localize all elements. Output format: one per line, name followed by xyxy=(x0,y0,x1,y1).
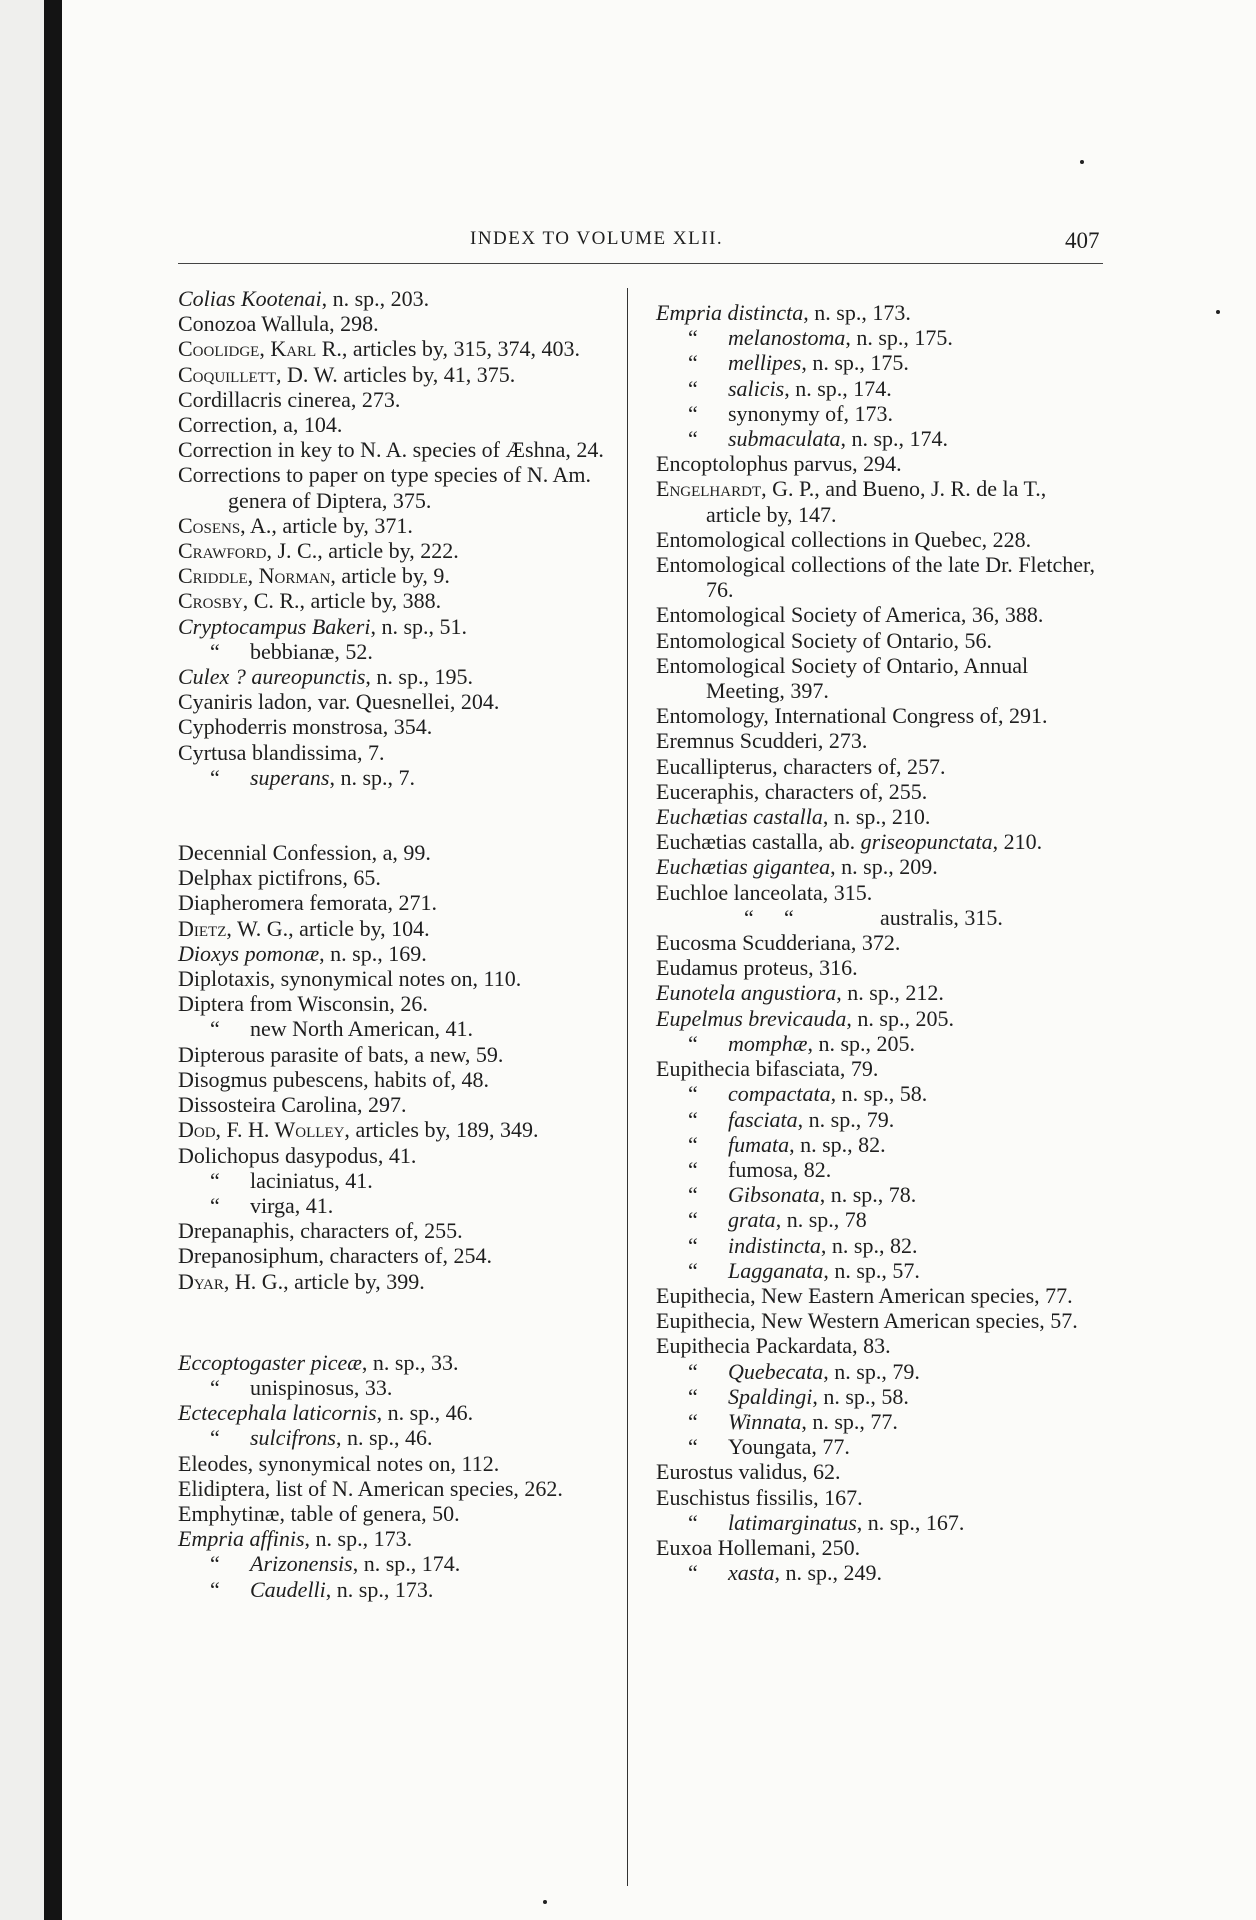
index-entry xyxy=(178,1042,626,1067)
entry-text: , n. sp., 33. xyxy=(361,1349,459,1375)
entry-text: , n. sp., 82. xyxy=(789,1131,886,1157)
index-entry xyxy=(656,728,1104,753)
index-entry xyxy=(178,1476,626,1501)
entry-text: Cyphoderris monstrosa, 354. xyxy=(178,714,433,740)
entry-text: , n. sp., 78. xyxy=(819,1182,917,1208)
entry-text: , n. sp., 174. xyxy=(352,1551,461,1577)
entry-text: Eucosma Scudderiana, 372. xyxy=(656,930,901,956)
index-subentry xyxy=(656,1207,1104,1232)
entry-text: , 210. xyxy=(992,829,1043,855)
taxon-name: momphæ xyxy=(728,1030,808,1056)
entry-text: Drepanosiphum, characters of, 254. xyxy=(178,1243,493,1269)
entry-text: , n. sp., 167. xyxy=(856,1509,965,1535)
entry-text: Entomological collections in Quebec, 228. xyxy=(656,526,1032,552)
entry-text: Dipterous parasite of bats, a new, 59. xyxy=(178,1041,504,1067)
entry-text: articles by, 189, 349. xyxy=(349,1117,539,1143)
entry-text: G. P., and Bueno, J. R. de la T., article by, 147. xyxy=(706,476,1047,527)
ditto-mark: “ xyxy=(688,1560,698,1586)
index-entry xyxy=(178,513,626,538)
entry-text: Cordillacris cinerea, 273. xyxy=(178,386,401,412)
entry-text: , n. sp., 175. xyxy=(801,350,909,376)
letter-section-gap xyxy=(178,790,626,840)
taxon-name: Euchætias castalla xyxy=(656,804,823,830)
entry-text: , n. sp., 79. xyxy=(797,1106,895,1132)
index-entry xyxy=(178,563,626,588)
entry-text: bebbianæ, 52. xyxy=(250,638,373,664)
taxon-name: Eccoptogaster piceæ xyxy=(178,1349,362,1375)
entry-text: , n. sp., 78 xyxy=(775,1207,867,1233)
ditto-mark: “ xyxy=(688,1131,698,1157)
entry-text: Correction, a, 104. xyxy=(178,412,343,438)
index-entry xyxy=(178,966,626,991)
ditto-mark: “ xyxy=(210,1425,220,1451)
index-entry xyxy=(656,703,1104,728)
author-name: Coolidge, Karl xyxy=(178,336,317,362)
index-entry xyxy=(178,991,626,1016)
taxon-name: Culex ? aureopunctis xyxy=(178,664,366,690)
index-subentry xyxy=(178,1193,626,1218)
taxon-name: melanostoma xyxy=(728,325,846,351)
entry-text: , n. sp., 46. xyxy=(335,1425,433,1451)
index-entry xyxy=(178,1451,626,1476)
ditto-mark: “ xyxy=(688,1358,698,1384)
index-subentry xyxy=(656,426,1104,451)
index-entry xyxy=(178,1400,626,1425)
taxon-name: submaculata xyxy=(728,426,841,452)
taxon-name: mellipes xyxy=(728,350,802,376)
index-entry xyxy=(178,1269,626,1294)
book-gutter xyxy=(0,0,44,1920)
taxon-name: Ectecephala laticornis xyxy=(178,1400,377,1426)
taxon-name: Cryptocampus Bakeri xyxy=(178,613,371,639)
entry-text: Correction in key to N. A. species of Æshna, 24. xyxy=(178,437,604,463)
ditto-mark: “ xyxy=(688,325,698,351)
taxon-name: Eupelmus brevicauda xyxy=(656,1005,847,1031)
index-subentry xyxy=(656,1233,1104,1258)
index-subentry xyxy=(656,376,1104,401)
ditto-mark: “ xyxy=(688,1509,698,1535)
ditto-mark: “ xyxy=(210,1016,220,1042)
entry-text: Diplotaxis, synonymical notes on, 110. xyxy=(178,966,522,992)
index-entry xyxy=(178,311,626,336)
ditto-mark: “ xyxy=(210,1192,220,1218)
entry-text: virga, 41. xyxy=(250,1192,334,1218)
ditto-mark: “ xyxy=(688,1408,698,1434)
ditto-mark: “ xyxy=(210,764,220,790)
ditto-mark: “ xyxy=(688,1156,698,1182)
index-subentry xyxy=(178,1425,626,1450)
entry-text: A., article by, 371. xyxy=(245,512,413,538)
author-name: Dyar, xyxy=(178,1268,230,1294)
entry-text: Eremnus Scudderi, 273. xyxy=(656,728,868,754)
index-subentry xyxy=(656,1107,1104,1132)
entry-text: , n. sp., 249. xyxy=(774,1560,883,1586)
entry-text: Eudamus proteus, 316. xyxy=(656,955,858,981)
entry-text: Eucallipterus, characters of, 257. xyxy=(656,753,946,779)
index-entry xyxy=(656,552,1104,602)
index-subentry xyxy=(656,1157,1104,1182)
entry-text: Dolichopus dasypodus, 41. xyxy=(178,1142,417,1168)
index-subentry xyxy=(656,1359,1104,1384)
letter-section-gap xyxy=(178,1294,626,1350)
index-entry xyxy=(656,1459,1104,1484)
index-subentry xyxy=(656,1081,1104,1106)
entry-text: Cyaniris ladon, var. Quesnellei, 204. xyxy=(178,689,500,715)
entry-text: Delphax pictifrons, 65. xyxy=(178,865,381,891)
entry-text: Eleodes, synonymical notes on, 112. xyxy=(178,1450,500,1476)
index-entry xyxy=(178,286,626,311)
taxon-name: Empria distincta xyxy=(656,300,804,325)
running-head-title: INDEX TO VOLUME XLII. xyxy=(470,228,724,249)
entry-text: Entomology, International Congress of, 291. xyxy=(656,703,1048,729)
taxon-name: grata xyxy=(728,1207,776,1233)
author-name: Dietz, xyxy=(178,915,232,941)
taxon-name: Winnata xyxy=(728,1408,802,1434)
index-entry xyxy=(656,955,1104,980)
entry-text: , n. sp., 58. xyxy=(830,1081,928,1107)
entry-text: C. R., article by, 388. xyxy=(248,588,442,614)
taxon-name: Euchætias gigantea xyxy=(656,854,831,880)
index-entry xyxy=(178,1501,626,1526)
index-subentry xyxy=(656,1384,1104,1409)
index-subentry xyxy=(656,1434,1104,1459)
entry-text: Entomological Society of Ontario, 56. xyxy=(656,627,993,653)
index-subentry xyxy=(178,1016,626,1041)
index-entry xyxy=(178,437,626,462)
ditto-mark: “ xyxy=(210,1576,220,1602)
entry-text: Euchætias castalla, ab. xyxy=(656,829,861,855)
index-entry xyxy=(178,1218,626,1243)
entry-text: unispinosus, 33. xyxy=(250,1374,393,1400)
ditto-mark: “ xyxy=(210,638,220,664)
index-entry xyxy=(656,1056,1104,1081)
entry-text: , n. sp., 173. xyxy=(304,1526,413,1552)
ditto-mark: “ xyxy=(688,1383,698,1409)
entry-text: Youngata, 77. xyxy=(728,1434,850,1460)
entry-text: Decennial Confession, a, 99. xyxy=(178,840,431,866)
entry-text: , n. sp., 175. xyxy=(845,325,953,351)
author-name: Crawford, xyxy=(178,538,272,564)
taxon-name: Eunotela angustiora xyxy=(656,980,837,1006)
taxon-name: griseopunctata xyxy=(860,829,993,855)
index-entry xyxy=(178,1350,626,1375)
index-subentry xyxy=(178,1551,626,1576)
entry-text: Encoptolophus parvus, 294. xyxy=(656,451,902,477)
index-entry xyxy=(656,1283,1104,1308)
entry-text: W. G., article by, 104. xyxy=(231,915,430,941)
index-subentry xyxy=(656,325,1104,350)
index-subentry xyxy=(656,1409,1104,1434)
entry-text: H. G., article by, 399. xyxy=(229,1268,425,1294)
index-subentry xyxy=(656,1560,1104,1585)
index-entry xyxy=(178,1526,626,1551)
index-entry xyxy=(656,779,1104,804)
index-entry xyxy=(178,689,626,714)
speck xyxy=(543,1900,547,1904)
index-entry xyxy=(178,740,626,765)
index-entry xyxy=(178,362,626,387)
index-entry xyxy=(656,854,1104,879)
entry-text: , n. sp., 203. xyxy=(321,286,430,311)
entry-text: , n. sp., 46. xyxy=(376,1400,474,1426)
index-entry xyxy=(178,1117,626,1142)
taxon-name: Gibsonata xyxy=(728,1182,820,1208)
ditto-mark: “ xyxy=(688,400,698,426)
entry-text: Euchloe lanceolata, 315. xyxy=(656,879,873,905)
index-subentry xyxy=(656,905,1104,930)
ditto-mark: “ xyxy=(210,1374,220,1400)
entry-text: Dissosteira Carolina, 297. xyxy=(178,1092,407,1118)
index-entry xyxy=(178,614,626,639)
index-entry xyxy=(656,880,1104,905)
entry-text: , n. sp., 7. xyxy=(329,764,416,790)
index-subentry xyxy=(178,765,626,790)
ditto-mark: “ xyxy=(688,1182,698,1208)
author-name: Coquillett, xyxy=(178,361,282,387)
index-subentry xyxy=(178,639,626,664)
index-subentry xyxy=(656,1031,1104,1056)
taxon-name: xasta xyxy=(728,1560,775,1586)
index-entry xyxy=(178,1067,626,1092)
entry-text: , n. sp., 173. xyxy=(803,300,911,325)
index-entry xyxy=(178,538,626,563)
index-entry xyxy=(656,1333,1104,1358)
entry-text: , n. sp., 174. xyxy=(784,375,892,401)
index-entry xyxy=(178,664,626,689)
entry-text: synonymy of, 173. xyxy=(728,400,893,426)
index-subentry xyxy=(656,350,1104,375)
entry-text: , n. sp., 205. xyxy=(846,1005,954,1031)
header-rule xyxy=(178,263,1103,264)
taxon-name: Lagganata xyxy=(728,1257,824,1283)
entry-text: article by, 9. xyxy=(335,563,450,589)
entry-text: , n. sp., 210. xyxy=(822,804,931,830)
index-entry xyxy=(178,336,626,361)
index-column-left xyxy=(178,286,626,1602)
entry-text: Cyrtusa blandissima, 7. xyxy=(178,739,385,765)
index-entry xyxy=(656,754,1104,779)
entry-text: Entomological Society of America, 36, 388. xyxy=(656,602,1044,628)
taxon-name: superans xyxy=(250,764,330,790)
taxon-name: indistincta xyxy=(728,1232,821,1258)
entry-text: , n. sp., 77. xyxy=(801,1408,898,1434)
ditto-mark: “ xyxy=(688,426,698,452)
entry-text: Eupithecia, New Eastern American species, 77. xyxy=(656,1282,1073,1308)
index-entry xyxy=(656,804,1104,829)
entry-text: , n. sp., 173. xyxy=(325,1576,434,1602)
index-entry xyxy=(656,829,1104,854)
entry-text: , n. sp., 195. xyxy=(365,664,473,690)
index-subentry xyxy=(656,1182,1104,1207)
entry-text: , n. sp., 58. xyxy=(812,1383,909,1409)
ditto-mark: “ xyxy=(688,1030,698,1056)
entry-text: Corrections to paper on type species of N. Am. genera of Diptera, 375. xyxy=(178,462,592,513)
index-subentry xyxy=(178,1168,626,1193)
entry-text: new North American, 41. xyxy=(250,1016,473,1042)
index-entry xyxy=(178,1092,626,1117)
index-entry xyxy=(656,527,1104,552)
author-name: Engelhardt, xyxy=(656,476,767,502)
entry-text: , n. sp., 174. xyxy=(840,426,949,452)
ditto-mark: “ xyxy=(688,1106,698,1132)
author-name: Cosens, xyxy=(178,512,246,538)
index-entry xyxy=(178,840,626,865)
index-entry xyxy=(656,476,1104,526)
index-entry xyxy=(656,1485,1104,1510)
index-entry xyxy=(656,451,1104,476)
author-name: Criddle, Norman, xyxy=(178,563,336,589)
entry-text: J. C., article by, 222. xyxy=(271,538,459,564)
taxon-name: Colias Kootenai xyxy=(178,286,322,311)
entry-text: Eurostus validus, 62. xyxy=(656,1459,841,1485)
entry-text: Diptera from Wisconsin, 26. xyxy=(178,991,428,1017)
ditto-mark: “ xyxy=(688,1232,698,1258)
entry-text: , n. sp., 82. xyxy=(820,1232,918,1258)
taxon-name: Spaldingi xyxy=(728,1383,813,1409)
entry-text: Diapheromera femorata, 271. xyxy=(178,890,437,916)
index-entry xyxy=(656,1006,1104,1031)
speck xyxy=(1216,310,1220,314)
taxon-name: salicis xyxy=(728,375,785,401)
entry-text: D. W. articles by, 41, 375. xyxy=(281,361,516,387)
index-entry xyxy=(178,890,626,915)
taxon-name: Caudelli xyxy=(250,1576,326,1602)
ditto-mark: “ xyxy=(688,350,698,376)
entry-text: Drepanaphis, characters of, 255. xyxy=(178,1218,463,1244)
index-entry xyxy=(178,865,626,890)
index-subentry xyxy=(656,401,1104,426)
ditto-mark: “ xyxy=(688,1081,698,1107)
author-name: Dod, F. H. Wolley, xyxy=(178,1117,350,1143)
entry-text: R., articles by, 315, 374, 403. xyxy=(316,336,580,362)
index-entry xyxy=(178,412,626,437)
entry-text: australis, 315. xyxy=(880,904,1003,930)
taxon-name: Arizonensis xyxy=(250,1551,353,1577)
entry-text: , n. sp., 169. xyxy=(319,940,427,966)
index-entry xyxy=(178,387,626,412)
taxon-name: fumata xyxy=(728,1131,790,1157)
entry-text: Emphytinæ, table of genera, 50. xyxy=(178,1500,460,1526)
index-entry xyxy=(178,941,626,966)
entry-text: Entomological collections of the late Dr. Fletcher, 76. xyxy=(656,552,1095,603)
index-entry xyxy=(178,1243,626,1268)
index-entry xyxy=(178,588,626,613)
entry-text: , n. sp., 51. xyxy=(370,613,468,639)
index-entry xyxy=(178,916,626,941)
entry-text: Disogmus pubescens, habits of, 48. xyxy=(178,1066,490,1092)
index-entry xyxy=(656,980,1104,1005)
index-entry xyxy=(656,1535,1104,1560)
index-column-right xyxy=(656,300,1104,1585)
taxon-name: Dioxys pomonæ xyxy=(178,940,320,966)
entry-text: Euxoa Hollemani, 250. xyxy=(656,1534,861,1560)
index-subentry xyxy=(656,1258,1104,1283)
author-name: Crosby, xyxy=(178,588,249,614)
index-subentry xyxy=(178,1577,626,1602)
index-entry xyxy=(656,930,1104,955)
speck xyxy=(1080,160,1084,164)
entry-text: , n. sp., 79. xyxy=(823,1358,920,1384)
entry-text: , n. sp., 209. xyxy=(830,854,938,880)
entry-text: Entomological Society of Ontario, Annual Meeting, 397. xyxy=(656,652,1029,704)
taxon-name: sulcifrons xyxy=(250,1425,336,1451)
ditto-mark: “ xyxy=(784,904,794,930)
ditto-mark: “ xyxy=(210,1167,220,1193)
page-number: 407 xyxy=(1065,228,1100,253)
index-subentry xyxy=(178,1375,626,1400)
index-subentry xyxy=(656,1132,1104,1157)
index-entry xyxy=(656,602,1104,627)
index-entry xyxy=(656,628,1104,653)
entry-text: laciniatus, 41. xyxy=(250,1167,373,1193)
entry-text: , n. sp., 205. xyxy=(807,1030,916,1056)
ditto-mark: “ xyxy=(688,375,698,401)
index-subentry xyxy=(656,1510,1104,1535)
index-entry xyxy=(656,653,1104,703)
entry-text: , n. sp., 57. xyxy=(823,1257,920,1283)
entry-text: Conozoa Wallula, 298. xyxy=(178,311,379,337)
page-edge-shadow xyxy=(44,0,62,1920)
taxon-name: compactata xyxy=(728,1081,831,1107)
entry-text: Elidiptera, list of N. American species, 262. xyxy=(178,1475,563,1501)
entry-text: Eupithecia bifasciata, 79. xyxy=(656,1056,879,1082)
ditto-mark: “ xyxy=(688,1257,698,1283)
taxon-name: fasciata xyxy=(728,1106,798,1132)
taxon-name: Empria affinis xyxy=(178,1526,305,1552)
column-divider xyxy=(627,288,628,1886)
index-entry xyxy=(178,1143,626,1168)
ditto-mark: “ xyxy=(744,904,754,930)
entry-text: Euschistus fissilis, 167. xyxy=(656,1484,863,1510)
index-entry xyxy=(656,300,1104,325)
ditto-mark: “ xyxy=(688,1207,698,1233)
entry-text: Euceraphis, characters of, 255. xyxy=(656,778,928,804)
index-entry xyxy=(178,714,626,739)
ditto-mark: “ xyxy=(210,1551,220,1577)
entry-text: , n. sp., 212. xyxy=(836,980,944,1006)
index-entry xyxy=(656,1308,1104,1333)
entry-text: Eupithecia Packardata, 83. xyxy=(656,1333,891,1359)
entry-text: fumosa, 82. xyxy=(728,1156,832,1182)
taxon-name: Quebecata xyxy=(728,1358,824,1384)
ditto-mark: “ xyxy=(688,1434,698,1460)
entry-text: Eupithecia, New Western American species, 57. xyxy=(656,1308,1078,1334)
index-entry xyxy=(178,462,626,512)
taxon-name: latimarginatus xyxy=(728,1509,857,1535)
